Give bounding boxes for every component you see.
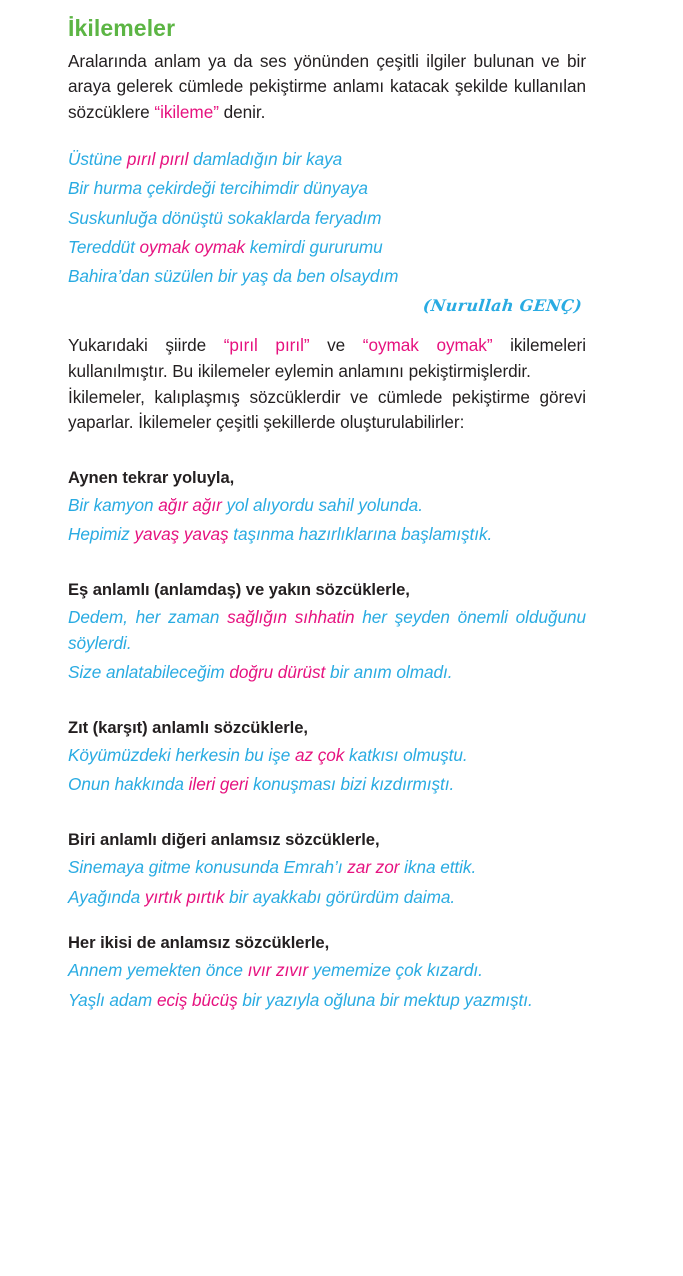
explanation-block xyxy=(68,333,586,436)
example-sentence xyxy=(68,885,586,911)
spacer xyxy=(68,686,586,717)
poem-line-pre: Üstüne xyxy=(68,149,127,170)
explanation-highlight-1: “pırıl pırıl” xyxy=(223,335,310,356)
poem-block xyxy=(68,145,586,315)
spacer xyxy=(68,548,586,579)
section-her-ikisi xyxy=(68,932,586,1013)
spacer xyxy=(68,436,586,467)
section-zit-anlamli xyxy=(68,717,586,798)
example-pre: Annem yemekten önce xyxy=(68,960,248,981)
example-highlight: ıvır zıvır xyxy=(247,960,309,981)
example-pre: Yaşlı adam xyxy=(68,989,157,1010)
example-post: katkısı olmuştu. xyxy=(344,744,468,765)
section-es-anlamli xyxy=(68,579,586,686)
section-heading: Zıt (karşıt) anlamlı sözcüklerle, xyxy=(68,717,308,737)
poem-line-pre: Suskunluğa dönüştü sokaklarda feryadım xyxy=(68,207,382,228)
example-highlight: doğru dürüst xyxy=(229,662,326,683)
explanation-mid: ve xyxy=(309,335,363,356)
example-sentence xyxy=(68,743,586,769)
example-sentence xyxy=(68,493,586,519)
poem-attribution: (Nurullah GENÇ) xyxy=(422,296,583,316)
example-highlight: ileri geri xyxy=(188,774,249,795)
example-post: konuşması bizi kızdırmıştı. xyxy=(248,774,455,795)
example-highlight: ağır ağır xyxy=(158,494,222,515)
example-sentence xyxy=(68,958,586,984)
example-post: her şeyden önemli olduğunu söylerdi. xyxy=(68,607,587,653)
example-post: yol alıyordu sahil yolunda. xyxy=(221,494,423,515)
poem-line xyxy=(68,145,586,174)
poem-line-pre: Bahira’dan süzülen bir yaş da ben olsaydım xyxy=(68,266,399,287)
poem-line xyxy=(68,204,586,233)
explanation-lead: Yukarıdaki şiirde xyxy=(68,335,224,356)
example-pre: Size anlatabileceğim xyxy=(68,662,230,683)
poem-line-post: damladığın bir kaya xyxy=(188,149,343,170)
example-pre: Hepimiz xyxy=(68,524,135,545)
example-pre: Sinemaya gitme konusunda Emrah’ı xyxy=(68,857,348,878)
section-biri-anlamli xyxy=(68,829,586,910)
poem-line-highlight: pırıl pırıl xyxy=(126,149,189,170)
example-sentence xyxy=(68,772,586,798)
example-post: bir anım olmadı. xyxy=(325,662,453,683)
definition-text-tail: denir. xyxy=(218,101,266,122)
example-highlight: yavaş yavaş xyxy=(134,524,229,545)
explanation-highlight-2: “oymak oymak” xyxy=(362,335,493,356)
example-pre: Ayağında xyxy=(68,886,145,907)
poem-line xyxy=(68,233,586,262)
poem-line-highlight: oymak oymak xyxy=(139,236,246,257)
definition-paragraph xyxy=(68,49,586,125)
definition-text-lead: Aralarında anlam ya da ses yönünden çeşitli ilgiler bulunan ve bir araya gelerek cümlede pekiştirme anlamı katacak şekilde kullanılan sözcüklere xyxy=(68,51,586,122)
example-sentence xyxy=(68,855,586,881)
example-post: bir ayakkabı görürdüm daima. xyxy=(224,886,456,907)
example-pre: Köyümüzdeki herkesin bu işe xyxy=(68,744,295,765)
example-highlight: az çok xyxy=(294,744,345,765)
example-pre: Onun hakkında xyxy=(68,774,189,795)
poem-line-pre: Bir hurma çekirdeği tercihimdir dünyaya xyxy=(68,178,368,199)
page-title: İkilemeler xyxy=(68,15,176,41)
example-post: yememize çok kızardı. xyxy=(308,960,483,981)
explanation-paragraph-2: İkilemeler, kalıplaşmış sözcüklerdir ve cümlede pekiştirme görevi yaparlar. İkilemeler çeşitli şekillerde oluşturulabilirler: xyxy=(68,387,586,433)
poem-line-pre: Tereddüt xyxy=(68,236,140,257)
example-highlight: eciş bücüş xyxy=(156,989,238,1010)
definition-term: “ikileme” xyxy=(154,101,219,122)
poem-line xyxy=(68,174,586,203)
example-sentence xyxy=(68,660,586,686)
poem-line xyxy=(68,262,586,291)
section-heading: Aynen tekrar yoluyla, xyxy=(68,467,235,487)
page-content xyxy=(68,14,586,1013)
explanation-paragraph-1 xyxy=(68,333,586,384)
example-sentence xyxy=(68,988,586,1014)
example-highlight: yırtık pırtık xyxy=(144,886,225,907)
explanation-tail: ikilemeleri kullanılmıştır. Bu ikilemeler eylemin anlamını pekiştirmişlerdir. xyxy=(68,335,586,381)
section-heading: Her ikisi de anlamsız sözcüklerle, xyxy=(68,933,330,953)
example-sentence xyxy=(68,605,586,656)
example-post: taşınma hazırlıklarına başlamıştık. xyxy=(228,524,493,545)
section-heading: Eş anlamlı (anlamdaş) ve yakın sözcüklerle, xyxy=(68,580,410,600)
spacer xyxy=(68,798,586,829)
section-aynen-tekrar xyxy=(68,467,586,548)
example-highlight: zar zor xyxy=(347,857,400,878)
example-pre: Dedem, her zaman xyxy=(68,607,228,628)
poem-line-post: kemirdi gururumu xyxy=(245,236,383,257)
example-highlight: sağlığın sıhhatin xyxy=(227,607,355,628)
example-post: ikna ettik. xyxy=(399,857,477,878)
example-post: bir yazıyla oğluna bir mektup yazmıştı. xyxy=(237,989,533,1010)
section-heading: Biri anlamlı diğeri anlamsız sözcüklerle, xyxy=(68,830,380,850)
spacer xyxy=(68,910,586,932)
example-pre: Bir kamyon xyxy=(68,494,159,515)
example-sentence xyxy=(68,522,586,548)
